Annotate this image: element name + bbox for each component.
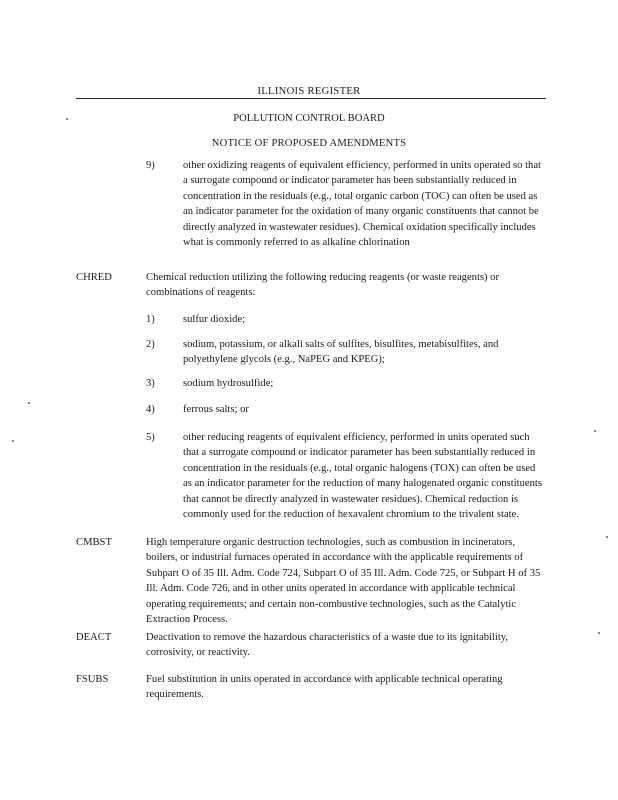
technology-description: High temperature organic destruction technologies, such as combustion in incinerators, boilers, or industrial furnaces operated in accordance with the applicable requirements of Subpart O of 35 Ill. Adm. Code 724, Subpart O of 35 Ill. Adm. Code 725, or Subpart H of 35 Ill. Adm. Code 726, and in other units operated in accordance with applicable technical operating requirements; and certain non-combustive technologies, such as the Catalytic Extraction Process.	[146, 537, 541, 626]
technology-code: CHRED	[76, 272, 112, 283]
notice-title: NOTICE OF PROPOSED AMENDMENTS	[211, 138, 407, 149]
item-number: 5)	[146, 432, 155, 443]
scan-speck	[606, 536, 608, 538]
header-rule	[76, 98, 546, 99]
technology-code: DEACT	[76, 632, 112, 643]
item-text: ferrous salts; or	[183, 404, 249, 415]
item-number: 4)	[146, 404, 155, 415]
item-text: other reducing reagents of equivalent efficiency, performed in units operated such that a surrogate compound or indicator parameter has been substantially reduced in concentration in the residuals (e.g., total organic halogens (TOX) can often be used as an indicator parameter for the reduction of many halogenated organic constituents that cannot be directly analyzed in wastewater residues). Chemical reduction is commonly used for the reduction of hexavalent chromium to the trivalent state.	[183, 432, 542, 521]
item-text: sulfur dioxide;	[183, 314, 246, 325]
scan-speck	[598, 632, 600, 634]
item-number: 9)	[146, 160, 155, 171]
item-text: sodium, potassium, or alkali salts of sulfites, bisulfites, metabisulfites, and polyethylene glycols (e.g., NaPEG and KPEG);	[183, 339, 499, 366]
technology-code: FSUBS	[76, 674, 109, 685]
item-number: 2)	[146, 339, 155, 350]
technology-code: CMBST	[76, 537, 112, 548]
register-title: ILLINOIS REGISTER	[257, 86, 361, 97]
item-text: other oxidizing reagents of equivalent efficiency, performed in units operated so that a surrogate compound or indicator parameter has been substantially reduced in concentration in the residuals (e.g., total organic carbon (TOC) can often be used as an indicator parameter for the oxidation of many organic constituents that cannot be directly analyzed in wastewater residues). Chemical oxidation specifically includes what is commonly referred to as alkaline chlorination	[183, 160, 542, 249]
item-text: sodium hydrosulfide;	[183, 378, 274, 389]
item-number: 3)	[146, 378, 155, 389]
technology-description: Deactivation to remove the hazardous characteristics of a waste due to its ignitability, corrosivity, or reactivity.	[146, 632, 509, 659]
scan-speck	[28, 402, 30, 404]
technology-description: Chemical reduction utilizing the following reducing reagents (or waste reagents) or combinations of reagents:	[146, 272, 500, 299]
board-name: POLLUTION CONTROL BOARD	[233, 113, 385, 124]
scan-speck	[66, 118, 68, 120]
technology-description: Fuel substitution in units operated in accordance with applicable technical operating requirements.	[146, 674, 503, 701]
item-number: 1)	[146, 314, 155, 325]
scan-speck	[594, 430, 596, 432]
scan-speck	[12, 440, 14, 442]
